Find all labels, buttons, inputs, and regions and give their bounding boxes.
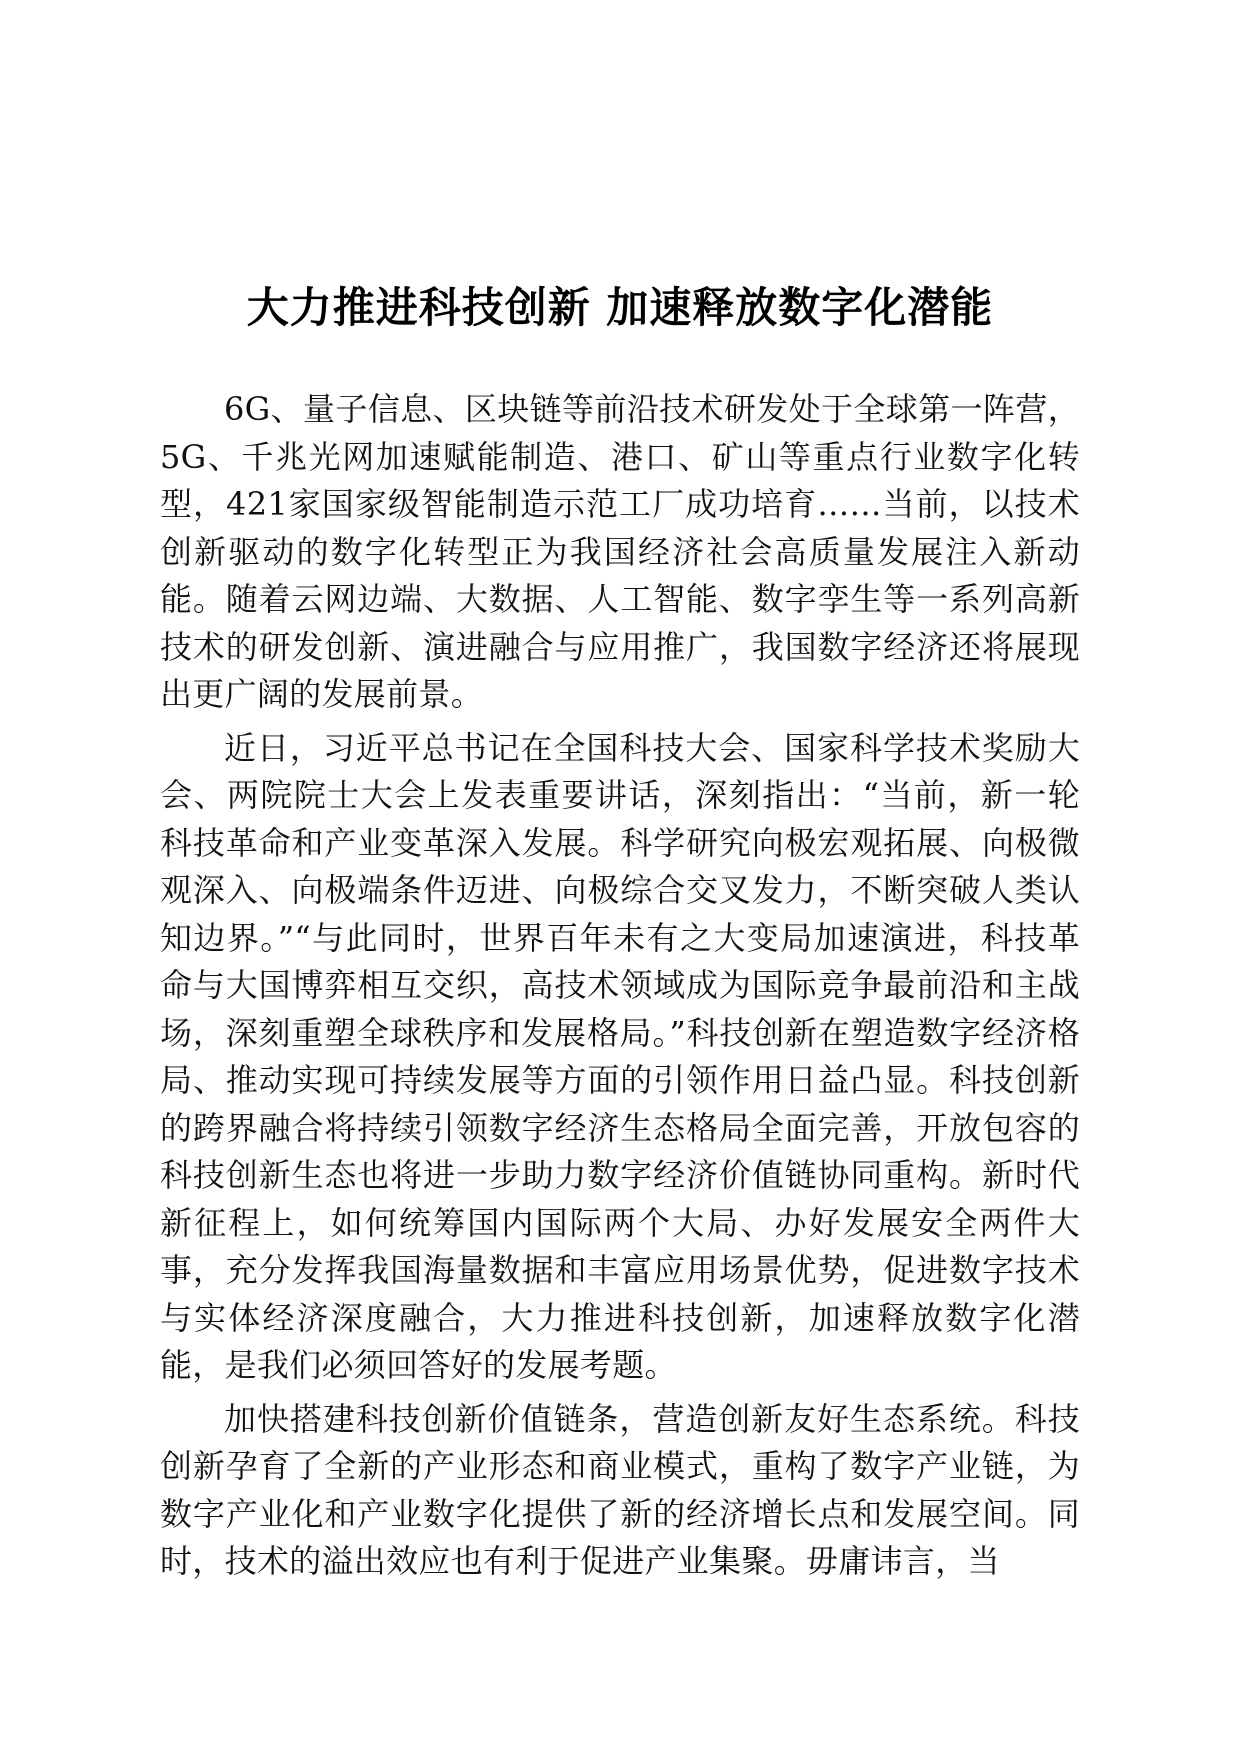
article-body (160, 386, 1080, 1592)
paragraph-2: 近日，习近平总书记在全国科技大会、国家科学技术奖励大会、两院院士大会上发表重要讲话，深刻指出：“当前，新一轮科技革命和产业变革深入发展。科学研究向极宏观拓展、向极微观深入、向极端条件迈进、向极综合交叉发力，不断突破人类认知边界。”“与此同时，世界百年未有之大变局加速演进，科技革命与大国博弈相互交织，高技术领域成为国际竞争最前沿和主战场，深刻重塑全球秩序和发展格局。”科技创新在塑造数字经济格局、推动实现可持续发展等方面的引领作用日益凸显。科技创新的跨界融合将持续引领数字经济生态格局全面完善，开放包容的科技创新生态也将进一步助力数字经济价值链协同重构。新时代新征程上，如何统筹国内国际两个大局、办好发展安全两件大事，充分发挥我国海量数据和丰富应用场景优势，促进数字技术与实体经济深度融合，大力推进科技创新，加速释放数字化潜能，是我们必须回答好的发展考题。 (160, 728, 1080, 1384)
paragraph-3: 加快搭建科技创新价值链条，营造创新友好生态系统。科技创新孕育了全新的产业形态和商业模式，重构了数字产业链，为数字产业化和产业数字化提供了新的经济增长点和发展空间。同时，技术的溢出效应也有利于促进产业集聚。毋庸讳言，当 (160, 1399, 1080, 1580)
page-title: 大力推进科技创新 加速释放数字化潜能 (246, 283, 994, 333)
paragraph-1: 6G、量子信息、区块链等前沿技术研发处于全球第一阵营，5G、千兆光网加速赋能制造、港口、矿山等重点行业数字化转型，421家国家级智能制造示范工厂成功培育……当前，以技术创新驱动的数字化转型正为我国经济社会高质量发展注入新动能。随着云网边端、大数据、人工智能、数字孪生等一系列高新技术的研发创新、演进融合与应用推广，我国数字经济还将展现出更广阔的发展前景。 (160, 390, 1080, 713)
